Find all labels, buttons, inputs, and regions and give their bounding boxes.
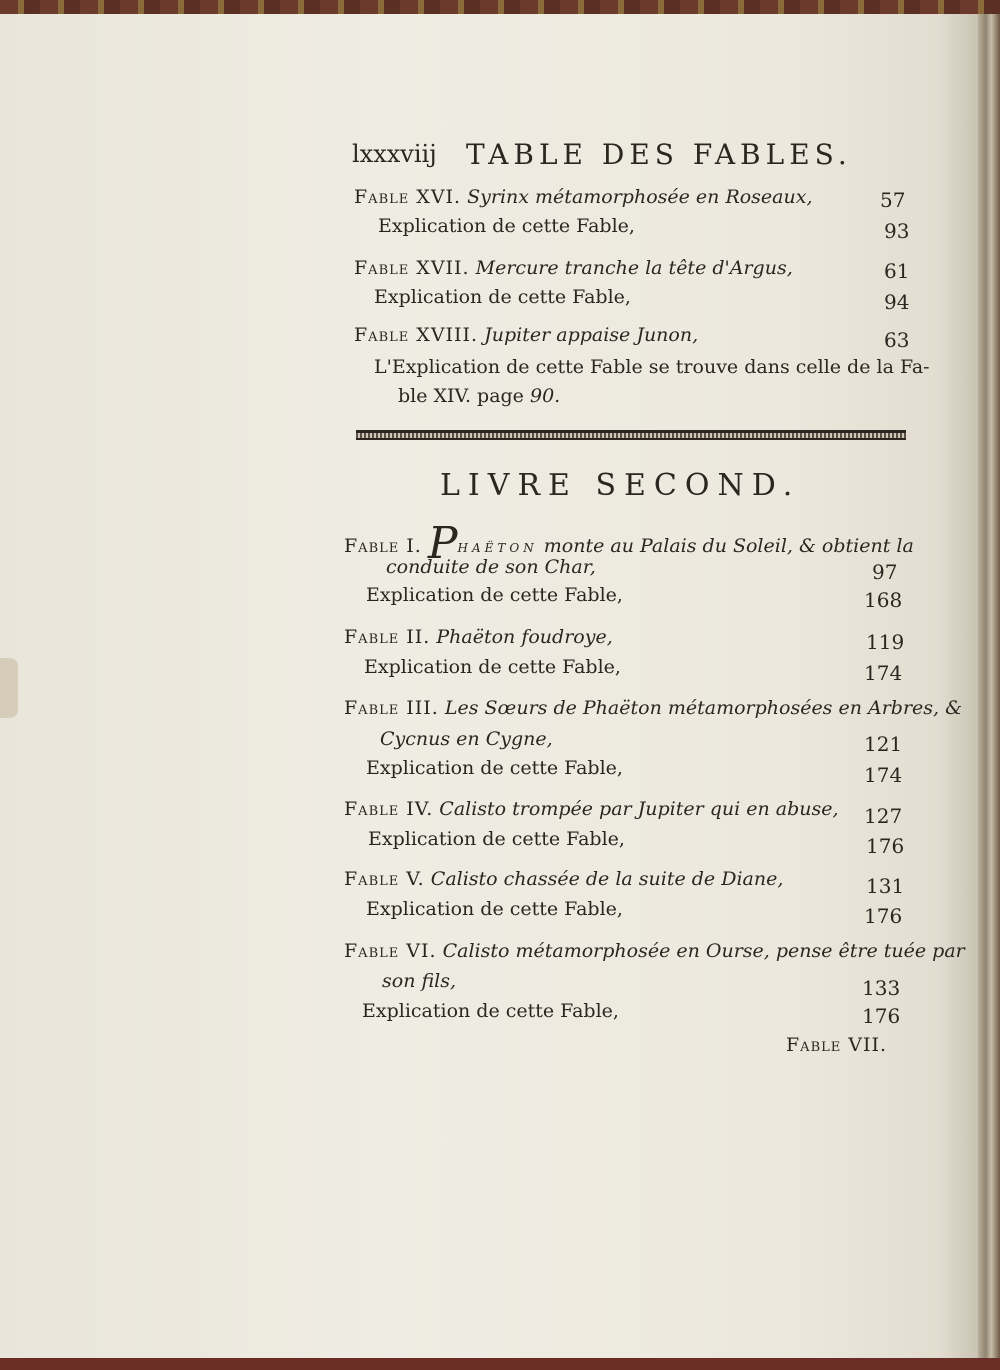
page-ref: 133 <box>862 976 901 1000</box>
page-ref: 119 <box>866 630 905 654</box>
fable-title: monte au Palais du Soleil, & obtient la <box>543 535 914 557</box>
explication-line: Explication de cette Fable, <box>368 828 625 850</box>
fable-title: Les Sœurs de Phaëton métamorphosées en Arbres, & <box>444 697 963 719</box>
page-ref: 97 <box>872 560 898 584</box>
fable-title: Syrinx métamorphosée en Roseaux, <box>467 186 813 208</box>
catchword: Fable VII. <box>786 1034 888 1056</box>
entry-fable-vi <box>344 940 965 962</box>
fable-title: Jupiter appaise Junon, <box>484 324 699 346</box>
page-ref: 121 <box>864 732 903 756</box>
page-ref: 57 <box>880 188 906 212</box>
note-line-1: L'Explication de cette Fable se trouve dans celle de la Fa- <box>374 356 930 378</box>
entry-fable-xviii <box>354 324 698 346</box>
page-ref: 176 <box>864 904 903 928</box>
entry-fable-v <box>344 868 783 890</box>
page-ref: 93 <box>884 219 910 243</box>
note-line-2: ble XIV. page 90. <box>398 385 561 407</box>
explication-line: Explication de cette Fable, <box>374 286 631 308</box>
fable-title: Calisto chassée de la suite de Diane, <box>430 868 784 890</box>
explication-line: Explication de cette Fable, <box>364 656 621 678</box>
page-title: TABLE DES FABLES. <box>466 138 852 171</box>
entry-fable-iv <box>344 798 839 820</box>
fable-label: Fable VI. <box>344 940 437 962</box>
page-ref: 168 <box>864 588 903 612</box>
book-heading: LIVRE SECOND. <box>440 468 801 503</box>
page-ref: 131 <box>866 874 905 898</box>
page-ref: 176 <box>866 834 905 858</box>
entry-fable-xvi <box>354 186 813 208</box>
fable-label: Fable XVII. <box>354 257 470 279</box>
page-ref: 61 <box>884 259 910 283</box>
spaced-name: HAËTON <box>457 541 538 555</box>
fable-label: Fable III. <box>344 697 439 719</box>
page-number: lxxxviij <box>352 140 437 168</box>
explication-line: Explication de cette Fable, <box>362 1000 619 1022</box>
page-ref: 174 <box>864 763 903 787</box>
fable-label: Fable IV. <box>344 798 434 820</box>
fable-title-continued: son fils, <box>382 970 457 992</box>
drop-initial: P <box>427 518 458 569</box>
fable-label: Fable XVI. <box>354 186 462 208</box>
fable-title: Phaëton foudroye, <box>436 626 613 648</box>
binding-bottom-edge <box>0 1358 1000 1370</box>
explication-line: Explication de cette Fable, <box>378 215 635 237</box>
page-ref: 94 <box>884 290 910 314</box>
page-ref: 63 <box>884 328 910 352</box>
entry-fable-iii <box>344 697 962 719</box>
fable-label: Fable II. <box>344 626 431 648</box>
fable-title-continued: conduite de son Char, <box>386 556 596 578</box>
explication-line: Explication de cette Fable, <box>366 584 623 606</box>
explication-line: Explication de cette Fable, <box>366 898 623 920</box>
fable-title: Calisto métamorphosée en Ourse, pense être tuée par <box>442 940 965 962</box>
entry-fable-xvii <box>354 257 793 279</box>
page-ref: 127 <box>864 804 903 828</box>
fable-label: Fable XVIII. <box>354 324 479 346</box>
fable-label: Fable I. <box>344 535 422 557</box>
page-ref: 174 <box>864 661 903 685</box>
fable-title: Calisto trompée par Jupiter qui en abuse, <box>439 798 839 820</box>
fable-label: Fable V. <box>344 868 425 890</box>
page-edge-shadow <box>978 14 1000 1360</box>
page-ref: 176 <box>862 1004 901 1028</box>
section-divider-rule <box>356 430 906 440</box>
fable-title-continued: Cycnus en Cygne, <box>380 728 553 750</box>
page-tab <box>0 658 18 718</box>
fable-title: Mercure tranche la tête d'Argus, <box>475 257 793 279</box>
explication-line: Explication de cette Fable, <box>366 757 623 779</box>
entry-fable-ii <box>344 626 613 648</box>
